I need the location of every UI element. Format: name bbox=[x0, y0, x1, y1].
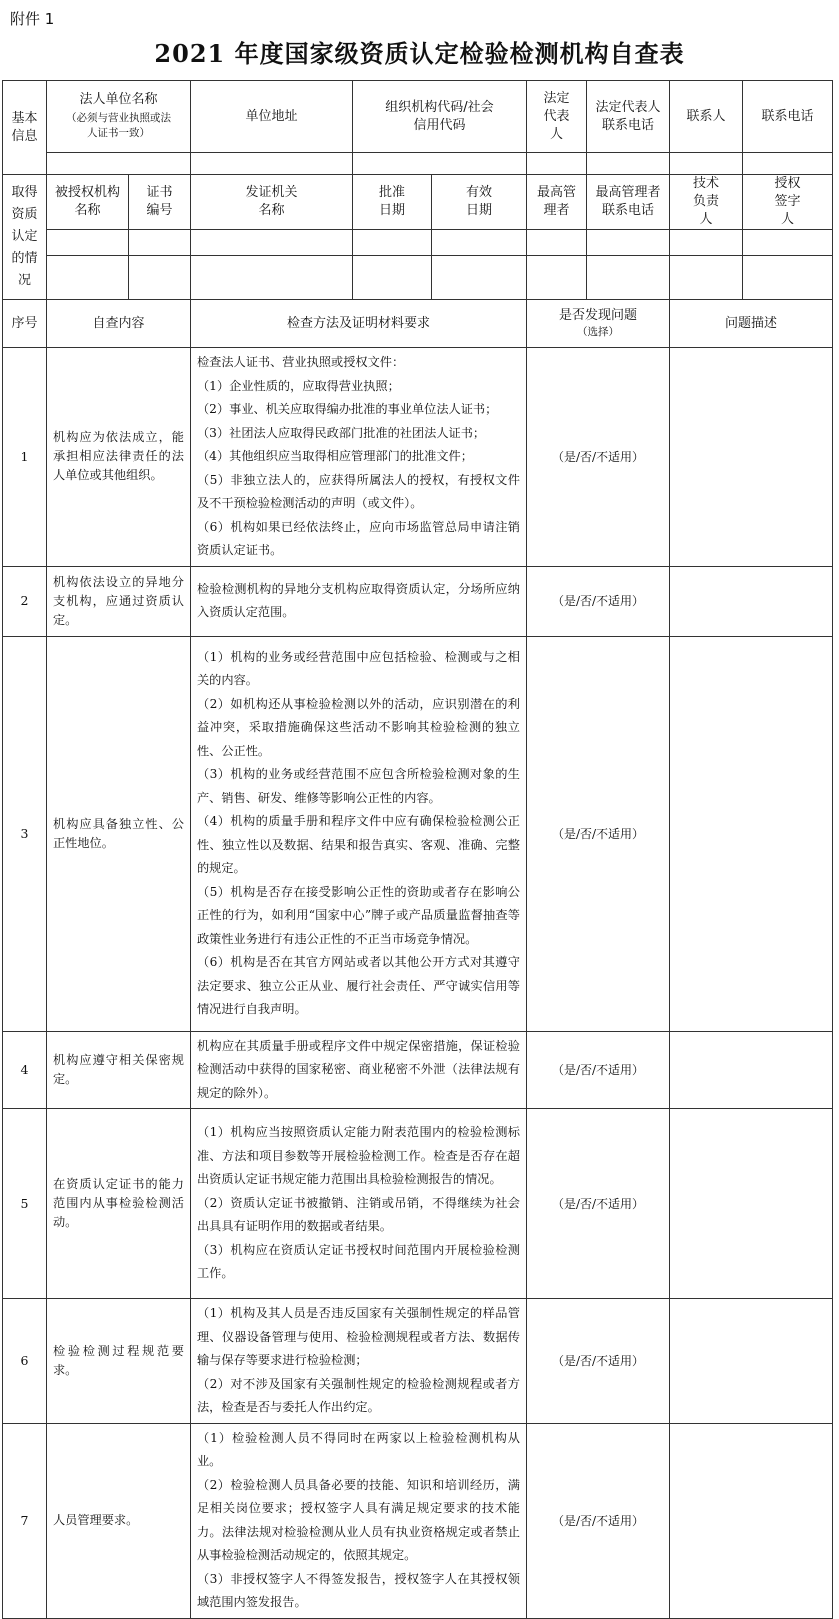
method-line: （4）其他组织应当取得相应管理部门的批准文件； bbox=[197, 449, 473, 463]
method-line: （1）机构及其人员是否违反国家有关强制性规定的样品管理、仪器设备管理与使用、检验检测规程或者方法、数据传输与保存等要求进行检验检测； bbox=[197, 1306, 520, 1367]
no-header: 序号 bbox=[3, 300, 47, 348]
qual-cell[interactable] bbox=[191, 230, 353, 256]
method-line: （3）社团法人应取得民政部门批准的社团法人证书； bbox=[197, 425, 486, 440]
method-line: （1）检验检测人员不得同时在两家以上检验检测机构从业。 bbox=[197, 1430, 520, 1468]
method-line: （6）机构如果已经依法终止，应向市场监管总局申请注销资质认定证书。 bbox=[197, 519, 520, 557]
item-no: 5 bbox=[3, 1109, 47, 1299]
qual-cell[interactable] bbox=[670, 230, 743, 256]
found-option[interactable]: （是/否/不适用） bbox=[527, 1299, 670, 1424]
item-content: 机构应为依法成立，能承担相应法律责任的法人单位或其他组织。 bbox=[47, 348, 191, 567]
method-line: （2）资质认定证书被撤销、注销或吊销，不得继续为社会出具具有证明作用的数据或者结果。 bbox=[197, 1195, 520, 1234]
method-line: （1）企业性质的，应取得营业执照； bbox=[197, 378, 400, 393]
item-no: 7 bbox=[3, 1423, 47, 1618]
method-line: （2）对不涉及国家有关强制性规定的检验检测规程或者方法，检查是否与委托人作出约定。 bbox=[197, 1376, 520, 1414]
found-option[interactable]: （是/否/不适用） bbox=[527, 1423, 670, 1618]
method-line: （6）机构是否在其官方网站或者以其他公开方式对其遵守法定要求、独立公正从业、履行社会责任、严守诚实信用等情况进行自我声明。 bbox=[197, 955, 520, 1016]
legal-rep-phone-cell[interactable] bbox=[587, 153, 670, 175]
legal-rep-phone-header: 法定代表人联系电话 bbox=[587, 81, 670, 153]
qual-cell[interactable] bbox=[353, 230, 432, 256]
qual-cell[interactable] bbox=[670, 256, 743, 300]
issuer-header: 发证机关名称 bbox=[191, 175, 353, 230]
problem-description-cell[interactable] bbox=[670, 566, 833, 636]
method-header: 检查方法及证明材料要求 bbox=[191, 300, 527, 348]
problem-description-cell[interactable] bbox=[670, 1031, 833, 1109]
method-line: （1）机构的业务或经营范围中应包括检验、检测或与之相关的内容。 bbox=[197, 649, 520, 687]
problem-description-cell[interactable] bbox=[670, 1423, 833, 1618]
method-line: 检查法人证书、营业执照或授权文件： bbox=[197, 355, 405, 369]
checklist-row bbox=[3, 636, 833, 1031]
content-header: 自查内容 bbox=[47, 300, 191, 348]
item-method bbox=[191, 1031, 527, 1109]
qual-cell[interactable] bbox=[587, 230, 670, 256]
found-option[interactable]: （是/否/不适用） bbox=[527, 348, 670, 567]
valid-date-header: 有效日期 bbox=[432, 175, 527, 230]
checklist-row bbox=[3, 1299, 833, 1424]
checklist-row bbox=[3, 1031, 833, 1109]
found-option[interactable]: （是/否/不适用） bbox=[527, 636, 670, 1031]
method-line: （3）非授权签字人不得签发报告，授权签字人在其授权领域范围内签发报告。 bbox=[197, 1571, 520, 1609]
item-no: 6 bbox=[3, 1299, 47, 1424]
method-line: （4）机构的质量手册和程序文件中应有确保检验检测公正性、独立性以及数据、结果和报告真实、客观、准确、完整的规定。 bbox=[197, 814, 520, 875]
method-line: （3）机构应在资质认定证书授权时间范围内开展检验检测工作。 bbox=[197, 1242, 520, 1281]
item-method bbox=[191, 1109, 527, 1299]
qual-cell[interactable] bbox=[743, 230, 833, 256]
checklist-row bbox=[3, 1423, 833, 1618]
method-line: （2）事业、机关应取得编办批准的事业单位法人证书； bbox=[197, 402, 498, 416]
qual-cell[interactable] bbox=[47, 256, 129, 300]
method-line: 机构应在其质量手册或程序文件中规定保密措施，保证检验检测活动中获得的国家秘密、商业秘密不外泄（法律法规有规定的除外）。 bbox=[197, 1038, 520, 1100]
item-content: 机构应具备独立性、公正性地位。 bbox=[47, 636, 191, 1031]
top-manager-phone-header: 最高管理者联系电话 bbox=[587, 175, 670, 230]
item-method bbox=[191, 636, 527, 1031]
item-content: 在资质认定证书的能力范围内从事检验检测活动。 bbox=[47, 1109, 191, 1299]
problem-description-cell[interactable] bbox=[670, 636, 833, 1031]
legal-unit-name-cell[interactable] bbox=[47, 153, 191, 175]
org-code-cell[interactable] bbox=[353, 153, 527, 175]
org-code-header: 组织机构代码/社会信用代码 bbox=[353, 81, 527, 153]
problem-description-cell[interactable] bbox=[670, 1299, 833, 1424]
contact-cell[interactable] bbox=[670, 153, 743, 175]
qual-cell[interactable] bbox=[191, 256, 353, 300]
legal-rep-header: 法定代表人 bbox=[527, 81, 587, 153]
qual-cell[interactable] bbox=[587, 256, 670, 300]
found-option[interactable]: （是/否/不适用） bbox=[527, 566, 670, 636]
found-option[interactable]: （是/否/不适用） bbox=[527, 1109, 670, 1299]
self-check-table bbox=[2, 80, 833, 1619]
authorized-org-header: 被授权机构名称 bbox=[47, 175, 129, 230]
found-header: 是否发现问题 （选择） bbox=[527, 300, 670, 348]
item-no: 4 bbox=[3, 1031, 47, 1109]
legal-rep-cell[interactable] bbox=[527, 153, 587, 175]
basic-info-label: 基本信息 bbox=[3, 81, 47, 175]
method-line: （5）非独立法人的，应获得所属法人的授权，有授权文件及不干预检验检测活动的声明（或文件）。 bbox=[197, 472, 520, 510]
desc-header: 问题描述 bbox=[670, 300, 833, 348]
qual-cell[interactable] bbox=[129, 230, 191, 256]
contact-header: 联系人 bbox=[670, 81, 743, 153]
item-content: 人员管理要求。 bbox=[47, 1423, 191, 1618]
item-method bbox=[191, 566, 527, 636]
item-no: 1 bbox=[3, 348, 47, 567]
item-content: 机构应遵守相关保密规定。 bbox=[47, 1031, 191, 1109]
qual-cell[interactable] bbox=[432, 256, 527, 300]
problem-description-cell[interactable] bbox=[670, 348, 833, 567]
attachment-label: 附件 1 bbox=[10, 10, 55, 28]
item-no: 2 bbox=[3, 566, 47, 636]
method-line: （3）机构的业务或经营范围不应包含所检验检测对象的生产、销售、研发、维修等影响公正性的内容。 bbox=[197, 767, 520, 805]
item-content: 检验检测过程规范要求。 bbox=[47, 1299, 191, 1424]
address-cell[interactable] bbox=[191, 153, 353, 175]
qual-cell[interactable] bbox=[527, 256, 587, 300]
method-line: （2）检验检测人员具备必要的技能、知识和培训经历，满足相关岗位要求；授权签字人具有满足规定要求的技术能力。法律法规对检验检测从业人员有执业资格规定或者禁止从事检验检测活动规定的，依照其规定。 bbox=[197, 1477, 520, 1562]
top-manager-header: 最高管理者 bbox=[527, 175, 587, 230]
method-line: （5）机构是否存在接受影响公正性的资助或者存在影响公正性的行为，如利用“国家中心”牌子或产品质量监督抽查等政策性业务进行有违公正性的不正当市场竞争情况。 bbox=[197, 884, 520, 946]
qual-cell[interactable] bbox=[527, 230, 587, 256]
contact-phone-cell[interactable] bbox=[743, 153, 833, 175]
address-header: 单位地址 bbox=[191, 81, 353, 153]
problem-description-cell[interactable] bbox=[670, 1109, 833, 1299]
item-content: 机构依法设立的异地分支机构，应通过资质认定。 bbox=[47, 566, 191, 636]
cert-no-header: 证书编号 bbox=[129, 175, 191, 230]
approve-date-header: 批准日期 bbox=[353, 175, 432, 230]
found-option[interactable]: （是/否/不适用） bbox=[527, 1031, 670, 1109]
qual-cell[interactable] bbox=[129, 256, 191, 300]
tech-lead-header: 技术负责人 bbox=[670, 175, 743, 230]
qualification-label: 取得资质认定的情况 bbox=[3, 175, 47, 300]
checklist-row bbox=[3, 1109, 833, 1299]
item-method bbox=[191, 1299, 527, 1424]
method-line: 检验检测机构的异地分支机构应取得资质认定，分场所应纳入资质认定范围。 bbox=[197, 581, 520, 619]
item-no: 3 bbox=[3, 636, 47, 1031]
qual-cell[interactable] bbox=[743, 256, 833, 300]
checklist-row bbox=[3, 566, 833, 636]
page-title: 2021 年度国家级资质认定检验检测机构自查表 bbox=[154, 39, 685, 68]
method-line: （2）如机构还从事检验检测以外的活动，应识别潜在的利益冲突，采取措施确保这些活动不影响其检验检测的独立性、公正性。 bbox=[197, 696, 520, 758]
item-method bbox=[191, 348, 527, 567]
item-method bbox=[191, 1423, 527, 1618]
qual-cell[interactable] bbox=[47, 230, 129, 256]
signer-header: 授权签字人 bbox=[743, 175, 833, 230]
method-line: （1）机构应当按照资质认定能力附表范围内的检验检测标准、方法和项目参数等开展检验检测工作。检查是否存在超出资质认定证书规定能力范围出具检验检测报告的情况。 bbox=[197, 1125, 520, 1187]
checklist-row bbox=[3, 348, 833, 567]
qual-cell[interactable] bbox=[432, 230, 527, 256]
contact-phone-header: 联系电话 bbox=[743, 81, 833, 153]
legal-unit-name-header: 法人单位名称 （必须与营业执照或法人证书一致） bbox=[47, 81, 191, 153]
qual-cell[interactable] bbox=[353, 256, 432, 300]
